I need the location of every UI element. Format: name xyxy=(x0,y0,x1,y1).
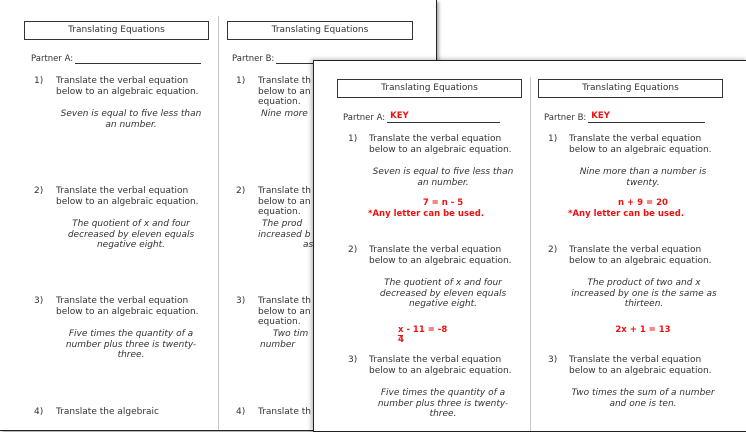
question-instruction: Translate the verbal equation below to an algebraic equation. xyxy=(56,296,199,317)
verbal-equation: The product of two and x increased by one is the same as thirteen. xyxy=(571,278,717,309)
worksheet-title: Translating Equations xyxy=(24,21,209,40)
question-number: 2) xyxy=(34,186,44,196)
question-instruction: Translate th below to an equation. xyxy=(258,296,311,327)
partner-a-column xyxy=(314,61,530,431)
question-number: 1) xyxy=(348,134,358,144)
verbal-equation: Nine more xyxy=(261,109,308,119)
answer-note: *Any letter can be used. xyxy=(568,209,685,219)
worksheet-title: Translating Equations xyxy=(337,79,522,98)
question-instruction: Translate the verbal equation below to an algebraic equation. xyxy=(369,134,512,155)
partner-a-label: Partner A: xyxy=(343,113,386,123)
question-number: 4) xyxy=(34,407,44,417)
worksheet-title: Translating Equations xyxy=(227,21,413,40)
partner-b-label: Partner B: xyxy=(232,54,275,64)
partner-a-label: Partner A: xyxy=(31,54,74,64)
verbal-equation: Seven is equal to five less than an number. xyxy=(372,167,514,188)
question-instruction: Translate the verbal equation below to an algebraic equation. xyxy=(56,186,199,207)
partner-a-name-line[interactable] xyxy=(75,55,201,64)
question-instruction: Translate th below to an equation. xyxy=(258,76,311,107)
verbal-equation: Two tim number xyxy=(260,329,309,350)
verbal-equation: The prod increased b as xyxy=(258,219,314,250)
answer-equation: 2x + 1 = 13 xyxy=(615,325,671,335)
partner-a-field xyxy=(343,113,500,123)
question-number: 3) xyxy=(548,355,558,365)
fraction-rest: - 11 = -8 xyxy=(403,325,448,335)
key-label: KEY xyxy=(390,111,409,121)
question-number: 2) xyxy=(548,245,558,255)
answer-note: *Any letter can be used. xyxy=(368,209,485,219)
question-number: 1) xyxy=(236,76,246,86)
answer-equation: n + 9 = 20 xyxy=(618,198,668,208)
question-instruction: Translate the verbal equation below to an algebraic equation. xyxy=(569,134,712,155)
partner-b-name-line[interactable] xyxy=(588,111,705,123)
verbal-equation: Seven is equal to five less than an number. xyxy=(60,109,202,130)
question-number: 3) xyxy=(348,355,358,365)
verbal-equation: Nine more than a number is twenty. xyxy=(579,167,707,188)
verbal-equation: Five times the quantity of a number plus three is twenty-three. xyxy=(65,329,197,360)
answer-equation: 7 = n - 5 xyxy=(422,198,464,208)
question-instruction: Translate th below to an equation. xyxy=(258,186,311,217)
fraction-numerator: x xyxy=(398,325,404,335)
verbal-equation: Two times the sum of a number and one is ten. xyxy=(571,388,715,409)
question-number: 1) xyxy=(548,134,558,144)
partner-b-column xyxy=(531,61,746,431)
question-number: 3) xyxy=(236,296,246,306)
key-label: KEY xyxy=(591,111,610,121)
question-instruction: Translate th xyxy=(258,407,311,417)
question-instruction: Translate the verbal equation below to an algebraic equation. xyxy=(369,245,512,266)
question-number: 1) xyxy=(34,76,44,86)
question-instruction: Translate the verbal equation below to an algebraic equation. xyxy=(569,245,712,266)
question-instruction: Translate the verbal equation below to an algebraic equation. xyxy=(56,76,199,97)
verbal-equation: Five times the quantity of a number plus three is twenty-three. xyxy=(377,388,509,419)
partner-b-field xyxy=(544,113,705,123)
fraction-denominator: 4 xyxy=(398,335,404,345)
question-number: 4) xyxy=(236,407,246,417)
question-number: 2) xyxy=(348,245,358,255)
question-instruction: Translate the verbal equation below to an algebraic equation. xyxy=(569,355,712,376)
worksheet-answer-key xyxy=(313,60,746,432)
answer-equation xyxy=(398,325,447,345)
question-number: 2) xyxy=(236,186,246,196)
question-instruction: Translate the verbal equation below to an algebraic equation. xyxy=(369,355,512,376)
partner-a-column xyxy=(0,0,218,430)
verbal-equation: The quotient of x and four decreased by eleven equals negative eight. xyxy=(379,278,507,309)
question-instruction: Translate the algebraic xyxy=(56,407,159,417)
partner-b-label: Partner B: xyxy=(544,113,587,123)
partner-a-name-line[interactable] xyxy=(387,111,500,123)
worksheet-title: Translating Equations xyxy=(538,79,723,98)
verbal-equation: The quotient of x and four decreased by eleven equals negative eight. xyxy=(67,219,195,250)
question-number: 3) xyxy=(34,296,44,306)
partner-a-field xyxy=(31,54,201,64)
